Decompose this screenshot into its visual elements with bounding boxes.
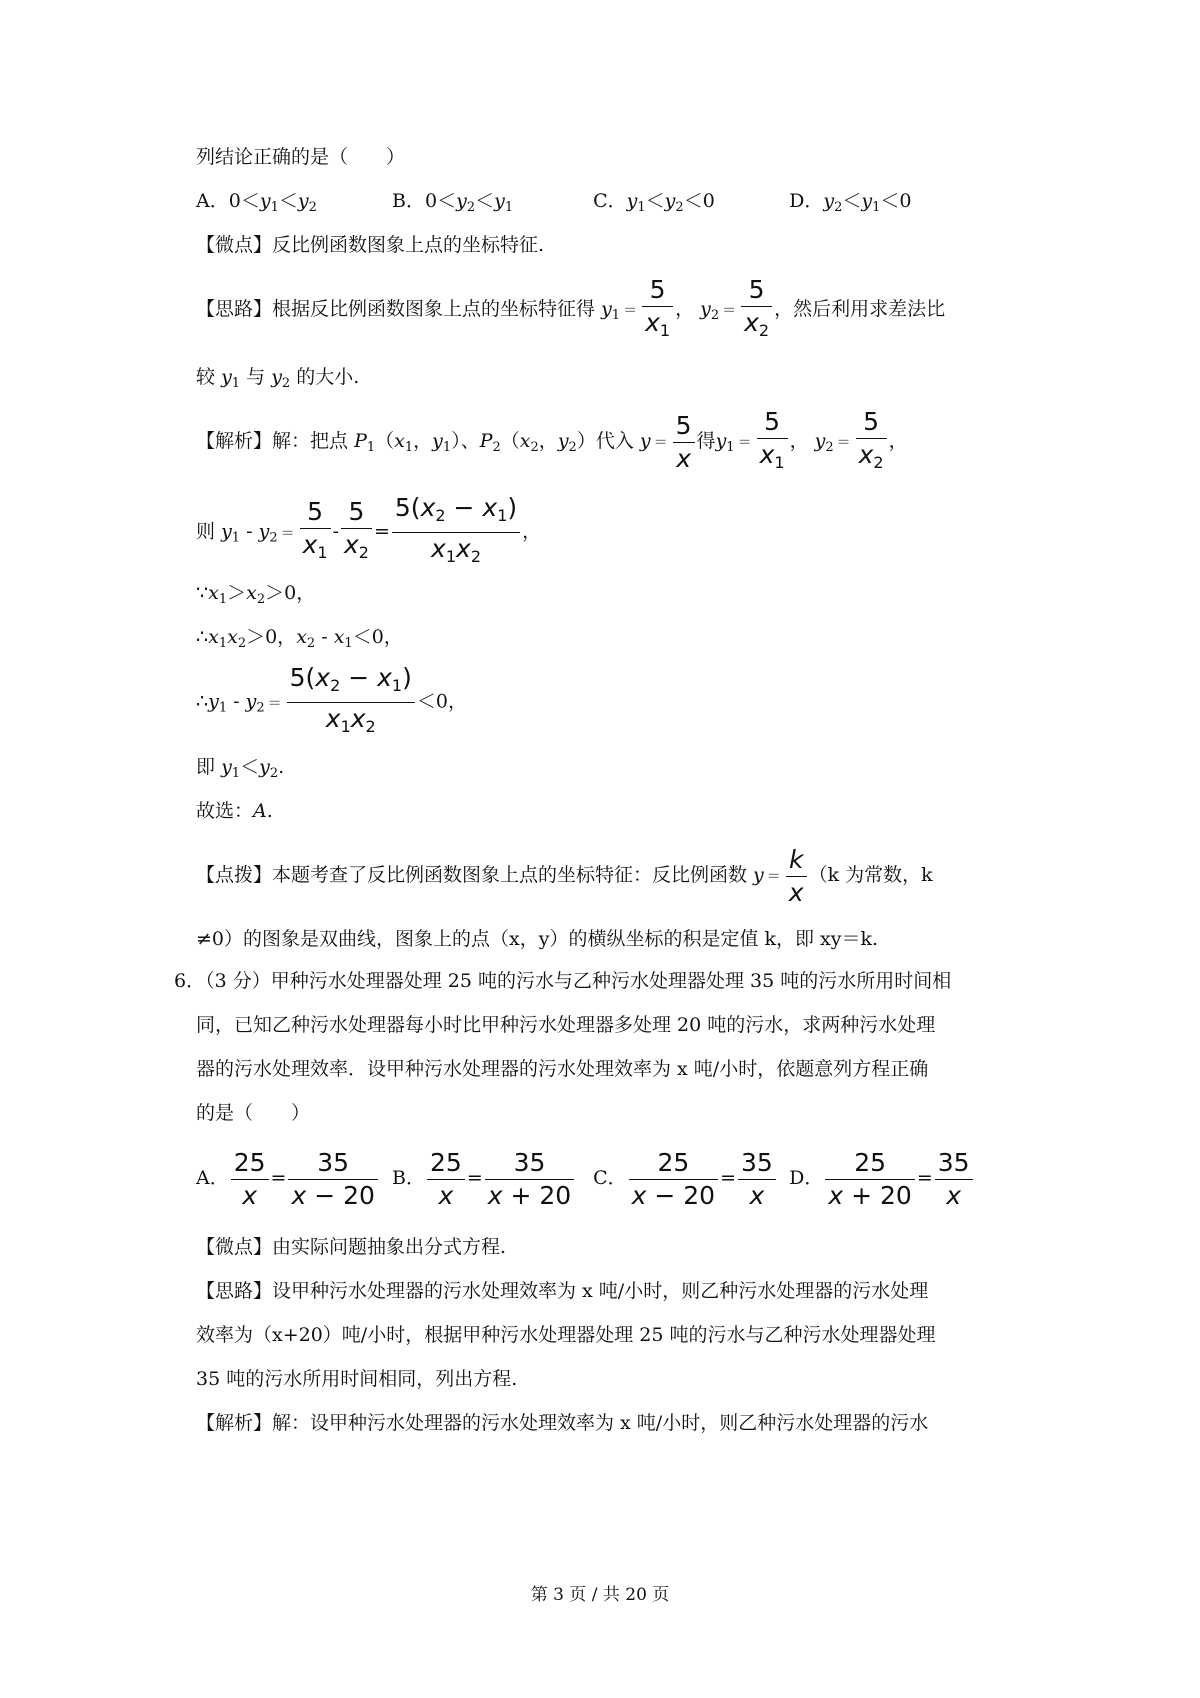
q5-silu: 【思路】根据反比例函数图象上点的坐标特征得 $y_1$ ＝ $\frac{5}{x_1}$ ， $y_2$ ＝ $\frac{5}{x_2}$ ，然后利用求差法比 xyxy=(196,274,946,340)
q5-option-a: A．$0<y_1<y_2$ xyxy=(196,190,317,215)
q5-option-c: C．$y_1<y_2<0$ xyxy=(593,190,715,215)
q6-stem-line2: 同，已知乙种污水处理器每小时比甲种污水处理器多处理 20 吨的污水，求两种污水处理 xyxy=(196,1014,936,1036)
q5-option-b: B．$0<y_2<y_1$ xyxy=(392,190,514,215)
q5-therefore-step-1: $\therefore x_1x_2>0$，$x_2 - x_1<0$， xyxy=(196,626,403,651)
q6-stem-line4: 的是（ ） xyxy=(196,1102,311,1124)
q6-number: 6． xyxy=(174,970,206,992)
q5-dianbo-line2: ≠0）的图象是双曲线，图象上的点（x，y）的横纵坐标的积是定值 k，即 xy＝k. xyxy=(196,928,879,950)
q5-jiexi: 【解析】解：把点 $P_1(x_1$，$y_1$）、$P_2(x_2$，$y_2$）代入 y ＝ $\frac{5}{x}$ 得$y_1$ ＝ $\frac{5}{x_1}$ ， $y_2$ ＝ $\frac{5}{x_2}$ ， xyxy=(196,406,908,473)
q6-options xyxy=(196,1138,975,1218)
q6-option-a: A． $\frac{25}{x}$ = $\frac{35}{x - 20}$ xyxy=(196,1138,386,1218)
q5-option-d: D．$y_2<y_1<0$ xyxy=(789,190,912,215)
q6-option-c: C． $\frac{25}{x - 20}$ = $\frac{35}{x}$ xyxy=(593,1138,783,1218)
q6-weidian: 【微点】由实际问题抽象出分式方程. xyxy=(196,1236,507,1258)
q5-difference-step: 则 $y_1 - y_2$ ＝ $\frac{5}{x_1}$ - $\frac{5}{x_2}$ = $\frac{5(x_2 - x_1)}{x_1x_2}$ ， xyxy=(196,493,542,566)
q5-because-step: $\because x_1>x_2>0$， xyxy=(196,582,316,607)
q5-therefore-step-2: $\therefore y_1 - y_2$ ＝ $\frac{5(x_2 - x_1)}{x_1x_2}$ ＜0， xyxy=(196,663,467,736)
q6-silu-line1: 【思路】设甲种污水处理器的污水处理效率为 x 吨/小时，则乙种污水处理器的污水处理 xyxy=(196,1280,929,1302)
q5-weidian: 【微点】反比例函数图象上点的坐标特征. xyxy=(196,234,545,256)
q6-stem-line3: 器的污水处理效率．设甲种污水处理器的污水处理效率为 x 吨/小时，依题意列方程正确 xyxy=(196,1058,929,1080)
q5-answer: 故选：A. xyxy=(196,800,273,822)
q6-stem-line1: 6．（3 分）甲种污水处理器处理 25 吨的污水与乙种污水处理器处理 35 吨的污水所用时间相 xyxy=(174,970,952,992)
page-footer: 第 3 页 / 共 20 页 xyxy=(530,1585,670,1605)
q6-option-b: B． $\frac{25}{x}$ = $\frac{35}{x + 20}$ xyxy=(392,1138,587,1218)
q5-dianbo: 【点拨】本题考查了反比例函数图象上点的坐标特征：反比例函数 y ＝ $\frac{k}{x}$ （k 为常数，k xyxy=(196,844,933,907)
q6-option-d: D． $\frac{25}{x + 20}$ = $\frac{35}{x}$ xyxy=(789,1138,974,1218)
q6-silu-line2: 效率为（x+20）吨/小时，根据甲种污水处理器处理 25 吨的污水与乙种污水处理器处理 xyxy=(196,1324,936,1346)
q5-silu-line2: 较 $y_1$ 与 $y_2$ 的大小. xyxy=(196,366,360,391)
q5-conclusion: 即 $y_1<y_2$. xyxy=(196,756,285,781)
q5-options xyxy=(196,186,912,223)
q5-stem-continuation: 列结论正确的是（ ） xyxy=(196,146,406,168)
q6-silu-line3: 35 吨的污水所用时间相同，列出方程. xyxy=(196,1368,518,1390)
q6-jiexi-line1: 【解析】解：设甲种污水处理器的污水处理效率为 x 吨/小时，则乙种污水处理器的污水 xyxy=(196,1412,929,1434)
